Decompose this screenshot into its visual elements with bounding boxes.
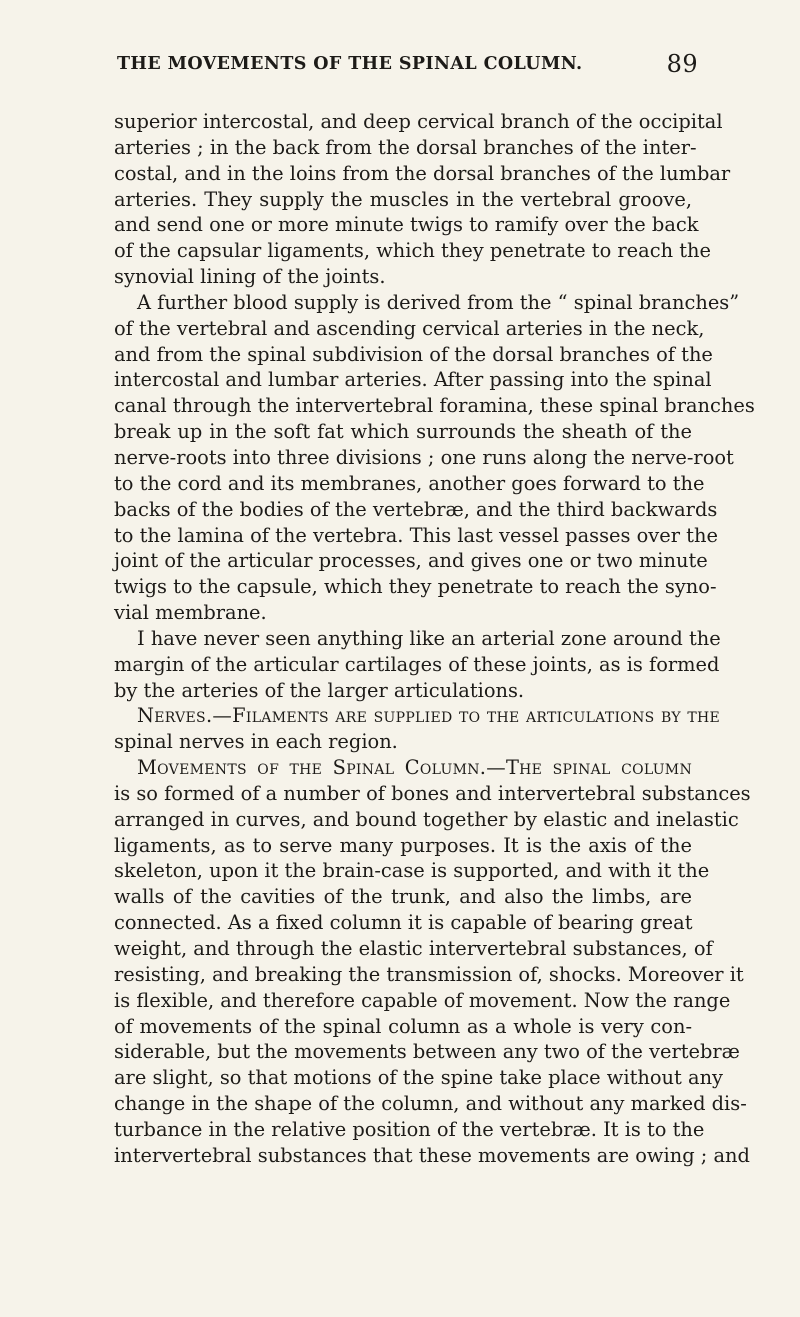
text-line: skeleton, upon it the brain-case is supported, and with it the <box>114 859 710 883</box>
text-line: margin of the articular cartilages of these joints, as is formed <box>114 652 720 676</box>
text-line: superior intercostal, and deep cervical branch of the occipital <box>114 110 723 133</box>
text-line: is flexible, and therefore capable of movement. Now the range <box>114 988 731 1012</box>
text-line: intervertebral substances that these movements are owing ; and <box>114 1143 750 1167</box>
text-line: ligaments, as to serve many purposes. It is the axis of the <box>114 833 692 857</box>
text-line: turbance in the relative position of the vertebræ. It is to the <box>114 1117 705 1141</box>
text-line: joint of the articular processes, and gives one or two minute <box>114 549 708 573</box>
book-page <box>114 50 755 1169</box>
text-line: of the vertebral and ascending cervical arteries in the neck, <box>114 316 705 340</box>
text-line: weight, and through the elastic intervertebral substances, of <box>114 937 713 960</box>
text-line: backs of the bodies of the vertebræ, and the third backwards <box>114 497 718 521</box>
text-line: is so formed of a number of bones and intervertebral substances <box>114 781 751 805</box>
text-line: canal through the intervertebral foramina, these spinal branches <box>114 394 755 418</box>
text-line: vial membrane. <box>114 601 267 625</box>
text-line: and send one or more minute twigs to ramify over the back <box>114 213 699 237</box>
text-line: to the lamina of the vertebra. This last vessel passes over the <box>114 523 718 547</box>
text-line: break up in the soft fat which surrounds the sheath of the <box>114 420 692 444</box>
text-line: walls of the cavities of the trunk, and also the limbs, are <box>114 885 692 909</box>
text-line: to the cord and its membranes, another goes forward to the <box>114 471 705 495</box>
text-line: change in the shape of the column, and without any marked dis- <box>114 1092 747 1116</box>
text-line: arteries. They supply the muscles in the vertebral groove, <box>114 187 692 211</box>
text-line: Movements of the Spinal Column.—The spinal column <box>137 756 692 780</box>
text-line: of the capsular ligaments, which they penetrate to reach the <box>114 239 711 263</box>
text-line: spinal nerves in each region. <box>114 730 398 754</box>
text-line: A further blood supply is derived from the “ spinal branches” <box>137 290 740 314</box>
text-line: resisting, and breaking the transmission of, shocks. Moreover it <box>114 962 744 986</box>
text-line: Nerves.—Filaments are supplied to the articulations by the <box>137 704 720 728</box>
text-line: arteries ; in the back from the dorsal branches of the inter- <box>114 135 697 159</box>
text-line: siderable, but the movements between any two of the vertebræ <box>114 1040 740 1064</box>
page-number: 89 <box>666 50 698 78</box>
text-line: are slight, so that motions of the spine take place without any <box>114 1066 724 1090</box>
body-text <box>114 109 755 1169</box>
text-line: nerve-roots into three divisions ; one runs along the nerve-root <box>114 445 734 469</box>
text-line: costal, and in the loins from the dorsal branches of the lumbar <box>114 161 731 185</box>
running-title: THE MOVEMENTS OF THE SPINAL COLUMN. <box>117 54 583 74</box>
text-line: arranged in curves, and bound together by elastic and inelastic <box>114 807 739 831</box>
text-line: twigs to the capsule, which they penetrate to reach the syno- <box>114 575 717 599</box>
text-line: by the arteries of the larger articulations. <box>114 678 525 702</box>
text-line: and from the spinal subdivision of the dorsal branches of the <box>114 342 713 366</box>
text-line: of movements of the spinal column as a whole is very con- <box>114 1014 692 1038</box>
text-line: synovial lining of the joints. <box>114 265 386 289</box>
text-line: intercostal and lumbar arteries. After passing into the spinal <box>114 368 712 392</box>
text-line: connected. As a fixed column it is capable of bearing great <box>114 911 693 935</box>
running-head <box>114 50 698 84</box>
text-line: I have never seen anything like an arterial zone around the <box>137 626 721 650</box>
